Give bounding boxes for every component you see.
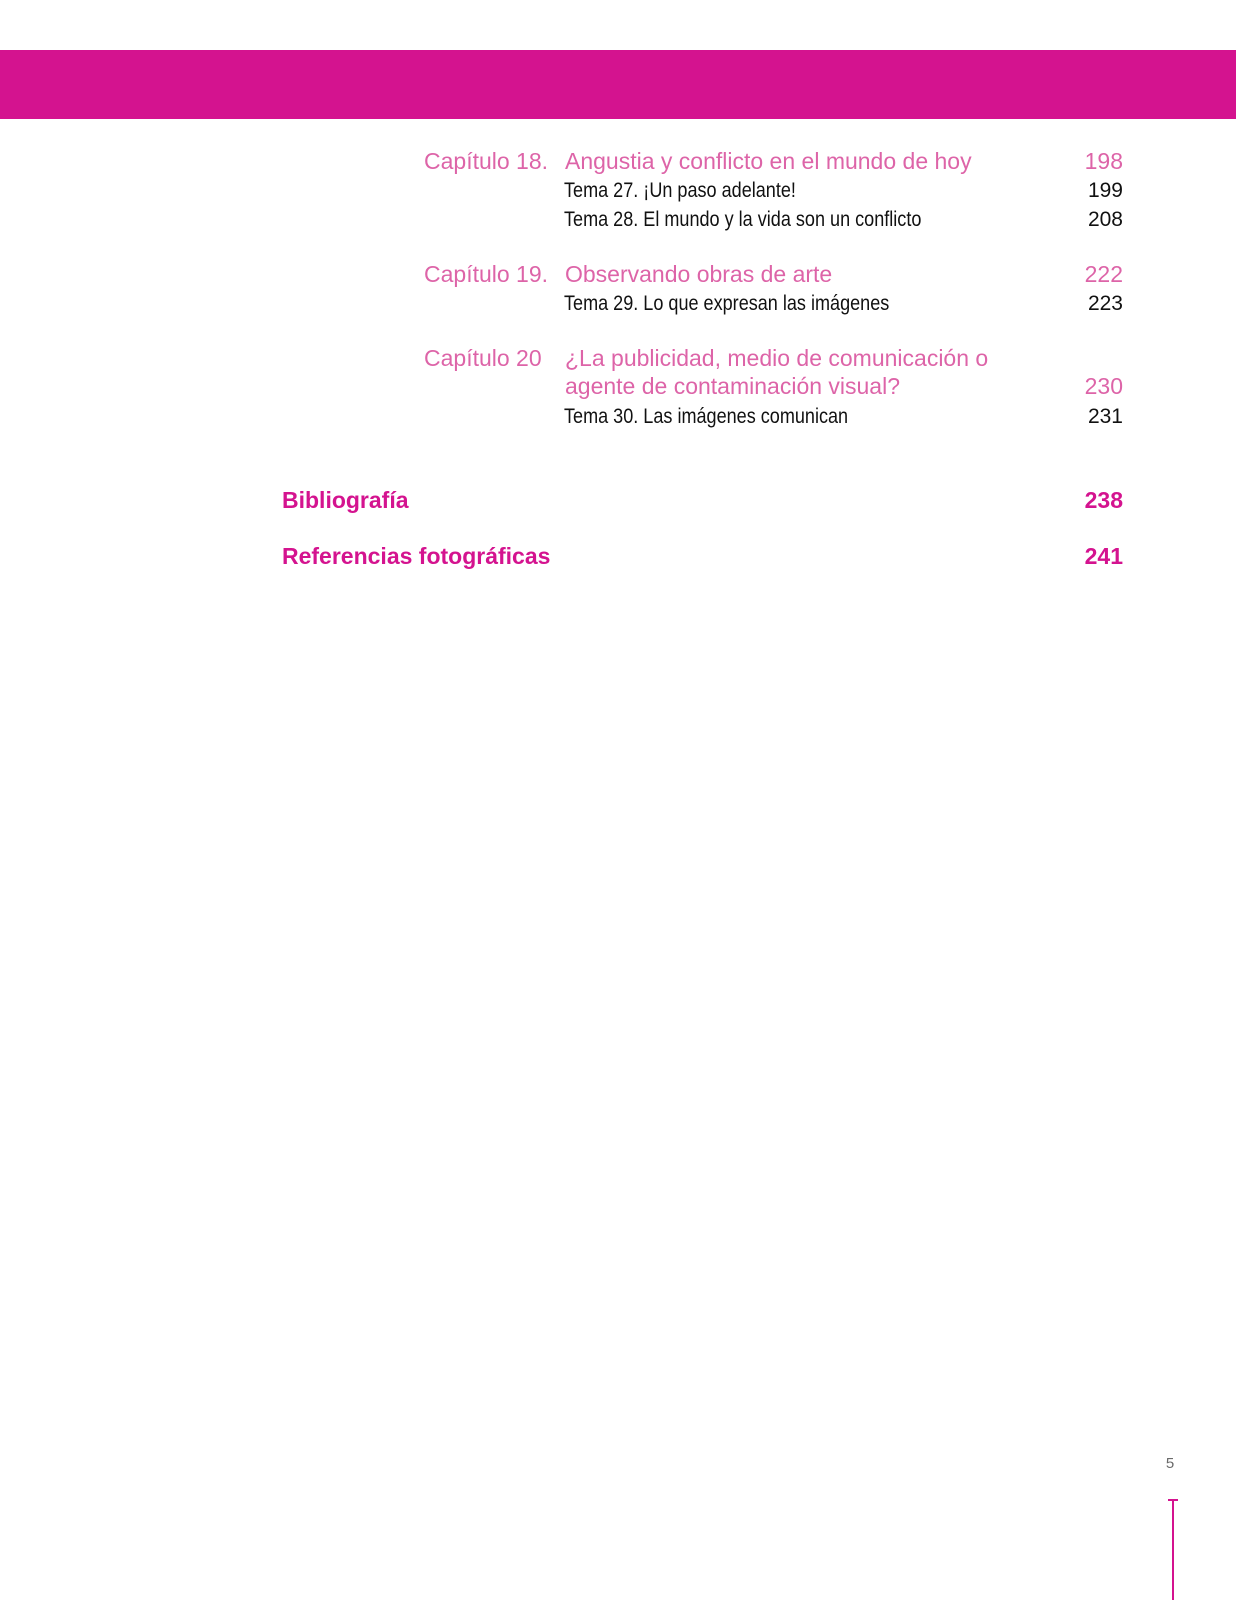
chapter-18-label: Capítulo 18. bbox=[424, 148, 549, 174]
referencias-page: 241 bbox=[1084, 543, 1123, 569]
tema-29-label: Tema 29. Lo que expresan las imágenes bbox=[564, 292, 890, 315]
chapter-18-title: Angustia y conflicto en el mundo de hoy bbox=[565, 148, 972, 174]
tema-30-label: Tema 30. Las imágenes comunican bbox=[564, 405, 849, 428]
chapter-20-label: Capítulo 20 bbox=[424, 345, 542, 371]
chapter-18-page: 198 bbox=[1084, 148, 1123, 174]
tema-29-page: 223 bbox=[1087, 292, 1123, 315]
chapter-19-page: 222 bbox=[1084, 261, 1123, 287]
tema-27-page: 199 bbox=[1087, 179, 1123, 202]
chapter-20-page: 230 bbox=[1084, 373, 1123, 399]
chapter-19-label: Capítulo 19. bbox=[424, 261, 549, 287]
header-band bbox=[0, 50, 1236, 119]
chapter-19-title: Observando obras de arte bbox=[565, 261, 833, 287]
tema-30-page: 231 bbox=[1087, 405, 1123, 428]
tema-28-page: 208 bbox=[1087, 208, 1123, 231]
page-number: 5 bbox=[1165, 1455, 1175, 1472]
chapter-20-title-line-1: ¿La publicidad, medio de comunicación o bbox=[565, 345, 989, 371]
bibliografia-page: 238 bbox=[1084, 487, 1123, 513]
bibliografia-label: Bibliografía bbox=[282, 487, 409, 513]
referencias-label: Referencias fotográficas bbox=[282, 543, 551, 569]
tema-28-label: Tema 28. El mundo y la vida son un conflicto bbox=[564, 208, 922, 231]
chapter-20-title-line-2: agente de contaminación visual? bbox=[565, 373, 901, 399]
page-marker-line bbox=[1172, 1499, 1174, 1600]
tema-27-label: Tema 27. ¡Un paso adelante! bbox=[564, 179, 796, 202]
